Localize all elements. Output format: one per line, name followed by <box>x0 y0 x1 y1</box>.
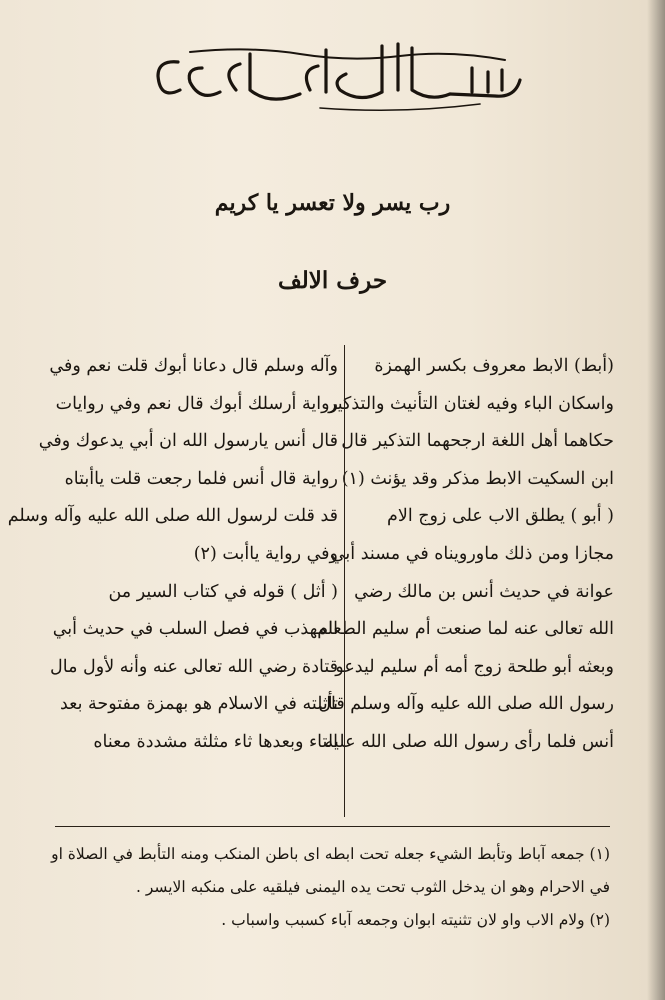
text-line: مجازا ومن ذلك ماورويناه في مسند أبي <box>330 543 614 564</box>
text-line: حكاهما أهل اللغة ارجحهما التذكير قال <box>341 431 614 452</box>
page-edge-shadow <box>647 0 665 1000</box>
text-line: رواية أرسلك أبوك قال نعم وفي روايات <box>55 393 338 414</box>
text-line: (أبط) الابط معروف بكسر الهمزة <box>374 356 614 376</box>
text-line: رواية قال أنس فلما رجعت قلت ياأبتاه <box>64 468 338 489</box>
text-line: وفي رواية ياأبت (٢) <box>193 543 338 564</box>
text-line: وبعثه أبو طلحة زوج أمه أم سليم ليدعو <box>335 656 614 677</box>
text-line: تأثلته في الاسلام هو بهمزة مفتوحة بعد <box>59 694 338 715</box>
text-line: التاء وبعدها ثاء مثلثة مشددة معناه <box>93 731 338 752</box>
text-line: رسول الله صلى الله عليه وآله وسلم قال <box>318 694 614 715</box>
bismillah-calligraphy <box>150 30 530 115</box>
text-line: الله تعالى عنه لما صنعت أم سليم الطعام <box>317 619 614 640</box>
footnote-rule <box>55 826 610 827</box>
text-line: المهذب في فصل السلب في حديث أبي <box>52 619 338 640</box>
text-line: قال أنس يارسول الله ان أبي يدعوك وفي <box>38 431 338 452</box>
text-line: واسكان الباء وفيه لغتان التأنيث والتذكير <box>328 393 614 414</box>
text-line: أنس فلما رأى رسول الله صلى الله عليه <box>324 731 614 752</box>
section-title: حرف الالف <box>277 267 388 294</box>
text-line: عوانة في حديث أنس بن مالك رضي <box>354 581 614 602</box>
footnotes <box>51 838 610 937</box>
column-divider <box>344 345 345 817</box>
footnote-line: في الاحرام وهو ان يدخل الثوب تحت يده اليمنى فيلقيه على منكبه الايسر . <box>135 878 610 896</box>
footnote-line: (٢) ولام الاب واو لان تثنيته ابوان وجمعه آباء كسبب واسباب . <box>221 911 610 929</box>
text-line: قد قلت لرسول الله صلى الله عليه وآله وسلم <box>7 506 338 527</box>
text-line: ( أثل ) قوله في كتاب السير من <box>108 581 338 602</box>
text-line: قتادة رضي الله تعالى عنه وأنه لأول مال <box>50 656 338 677</box>
invocation-line: رب يسر ولا تعسر يا كريم <box>214 190 451 216</box>
left-column <box>7 348 338 762</box>
text-line: ابن السكيت الابط مذكر وقد يؤنث (١) <box>341 468 614 489</box>
footnote-line: (١) جمعه آباط وتأبط الشيء جعله تحت ابطه اى باطن المنكب ومنه التأبط في الصلاة او <box>51 845 610 863</box>
svg-text:بسم الله الرحمن الرحيم: بسم الله الرحمن الرحيم <box>340 114 351 115</box>
text-line: وآله وسلم قال دعانا أبوك قلت نعم وفي <box>49 356 338 376</box>
text-line: ( أبو ) يطلق الاب على زوج الام <box>387 506 614 527</box>
right-column <box>317 348 614 762</box>
